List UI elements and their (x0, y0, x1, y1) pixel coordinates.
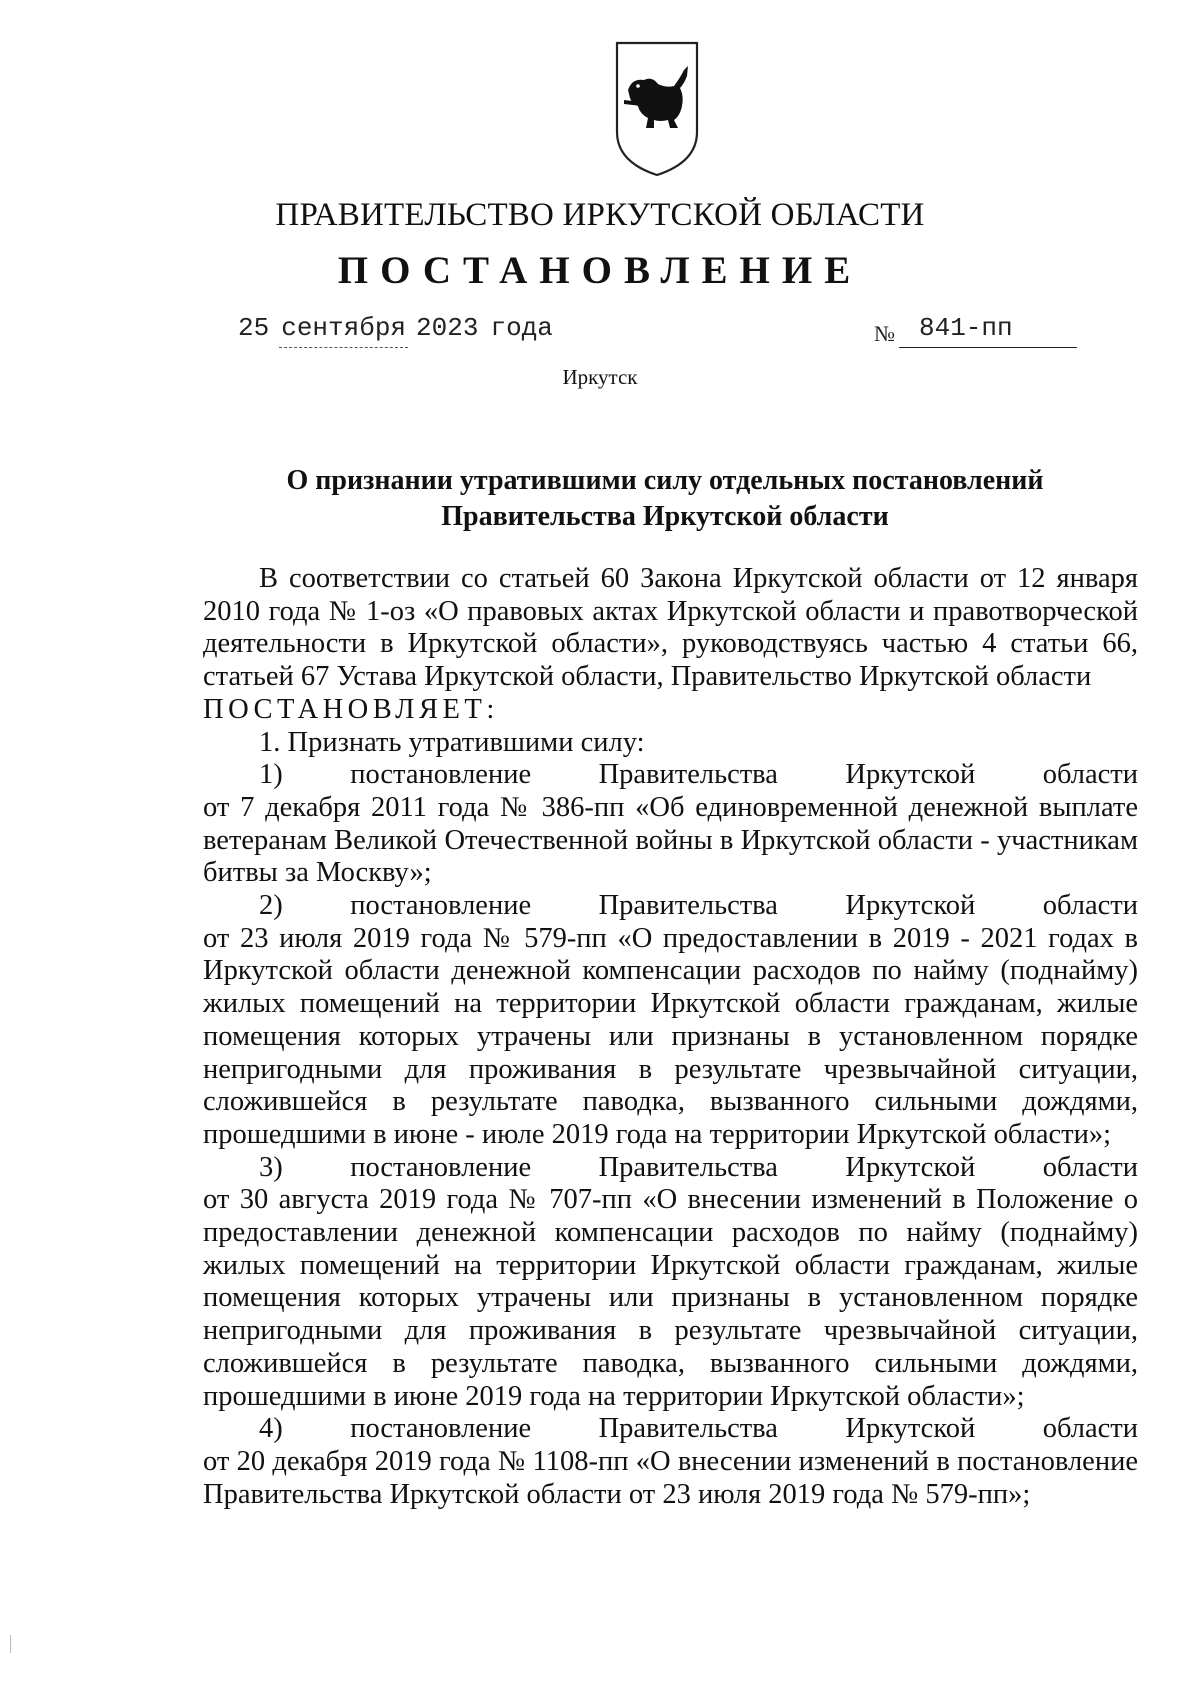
date-day: 25 (238, 313, 270, 343)
decree-word: ПОСТАНОВЛЯЕТ: (203, 693, 499, 725)
point-1: 1. Признать утратившими силу: (259, 726, 645, 758)
item-text: от 20 декабря 2019 года № 1108-пп «О внесении изменений в постановление Правительства Иркутской области от 23 июля 2019 года № 579-пп»; (203, 1445, 1138, 1510)
item-text: от 7 декабря 2011 года № 386-пп «Об единовременной денежной выплате ветеранам Великой Отечественной войны в Иркутской области - участникам битвы за Москву»; (203, 791, 1138, 889)
list-item (203, 890, 1138, 1152)
date-year: 2023 (416, 313, 479, 343)
item-head: 3) постановление Правительства Иркутской области (259, 1151, 1138, 1183)
document-number (874, 313, 1077, 348)
number-value: 841-пп (899, 313, 1077, 348)
item-text: от 23 июля 2019 года № 579-пп «О предоставлении в 2019 - 2021 годах в Иркутской области денежной компенсации расходов по найму (поднайму) жилых помещений на территории Иркутской области гражданам, жилые помещения которых утрачены или признаны в установленном порядке непригодными для проживания в результате чрезвычайной ситуации, сложившейся в результате паводка, вызванного сильными дождями, прошедшими в июне - июле 2019 года на территории Иркутской области»; (203, 922, 1138, 1150)
scan-mark (10, 1635, 11, 1653)
item-text: от 30 августа 2019 года № 707-пп «О внесении изменений в Положение о предоставлении денежной компенсации расходов по найму (поднайму) жилых помещений на территории Иркутской области гражданам, жилые помещения которых утрачены или признаны в установленном порядке непригодными для проживания в результате чрезвычайной ситуации, сложившейся в результате паводка, вызванного сильными дождями, прошедшими в июне 2019 года на территории Иркутской области»; (203, 1184, 1138, 1412)
number-sign: № (874, 321, 895, 346)
date-year-word: года (490, 313, 553, 343)
coat-of-arms-icon (614, 40, 700, 178)
subject-line-2: Правительства Иркутской области (441, 501, 889, 532)
item-head: 4) постановление Правительства Иркутской области (259, 1413, 1138, 1445)
subject-line-1: О признании утратившими силу отдельных постановлений (286, 465, 1044, 496)
document-body (203, 563, 1138, 1511)
list-item (203, 1152, 1138, 1414)
document-type: ПОСТАНОВЛЕНИЕ (337, 249, 863, 292)
item-head: 2) постановление Правительства Иркутской области (259, 890, 1138, 922)
government-title: ПРАВИТЕЛЬСТВО ИРКУТСКОЙ ОБЛАСТИ (275, 197, 925, 233)
preamble: В соответствии со статьей 60 Закона Иркутской области от 12 января 2010 года № 1-оз «О правовых актах Иркутской области и правотворческой деятельности в Иркутской области», руководствуясь частью 4 статьи 66, статьей 67 Устава Иркутской области, Правительство Иркутской области (203, 563, 1138, 693)
item-head: 1) постановление Правительства Иркутской области (259, 759, 1138, 791)
city: Иркутск (562, 365, 638, 389)
list-item (203, 759, 1138, 890)
document-date (238, 313, 553, 343)
date-month: сентября (279, 313, 408, 348)
document-subject (200, 463, 1130, 535)
list-item (203, 1413, 1138, 1511)
